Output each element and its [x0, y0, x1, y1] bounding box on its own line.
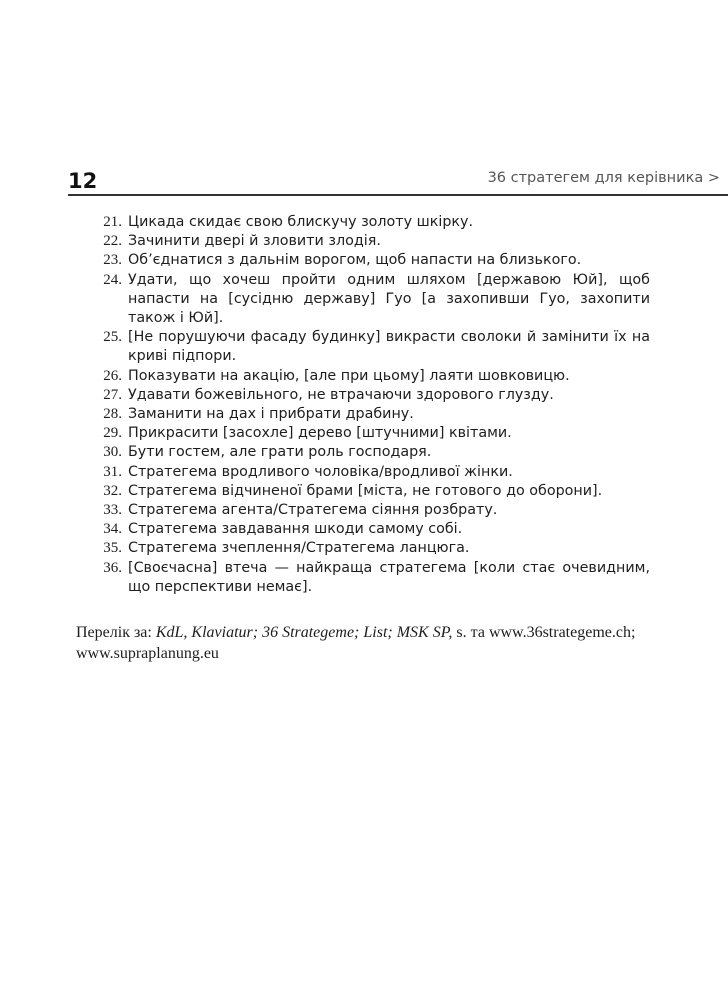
item-text: Удати, що хочеш пройти одним шляхом [державою Юй], щоб напасти на [сусідню державу] Гуо [а захопивши Гуо, захопити також і Юй].: [128, 271, 650, 327]
list-item: [84, 463, 650, 482]
item-text: Стратегема відчиненої брами [міста, не готового до оборони].: [128, 482, 603, 499]
item-number: 30.: [103, 444, 122, 461]
list-item: [84, 251, 650, 270]
header-divider: [68, 194, 728, 196]
list-item: [84, 520, 650, 539]
source-links: s. та www.36strategeme.ch; www.supraplanung.eu: [76, 624, 636, 662]
list-item: [84, 232, 650, 251]
stratagem-list: [84, 213, 650, 597]
item-number: 29.: [103, 425, 122, 442]
item-number: 31.: [103, 463, 122, 480]
list-item: [84, 443, 650, 462]
item-number: 33.: [103, 502, 122, 519]
running-title: 36 стратегем для керівника >: [487, 170, 720, 186]
item-number: 23.: [103, 252, 122, 269]
list-item: [84, 424, 650, 443]
item-number: 35.: [103, 540, 122, 557]
source-prefix: Перелік за:: [76, 624, 156, 641]
item-number: 27.: [103, 386, 122, 403]
item-number: 28.: [103, 406, 122, 423]
list-item: [84, 367, 650, 386]
item-text: Об’єднатися з дальнім ворогом, щоб напасти на близького.: [128, 252, 582, 269]
item-text: [Не порушуючи фасаду будинку] викрасти сволоки й замінити їх на криві підпори.: [128, 329, 650, 365]
item-number: 32.: [103, 482, 122, 499]
list-item: [84, 405, 650, 424]
item-number: 34.: [103, 521, 122, 538]
item-text: Бути гостем, але грати роль господаря.: [128, 444, 432, 461]
item-text: Цикада скидає свою блискучу золоту шкірку.: [128, 214, 474, 230]
item-number: 22.: [103, 233, 122, 250]
item-text: Прикрасити [засохле] дерево [штучними] квітами.: [128, 425, 512, 442]
item-text: Стратегема зчеплення/Стратегема ланцюга.: [128, 540, 470, 557]
page-header: [68, 165, 728, 195]
item-number: 26.: [103, 367, 122, 384]
list-item: [84, 386, 650, 405]
list-item: [84, 559, 650, 597]
item-number: 24.: [103, 271, 122, 288]
list-item: [84, 271, 650, 329]
list-item: [84, 482, 650, 501]
list-item: [84, 328, 650, 366]
item-text: Зачинити двері й зловити злодія.: [128, 233, 381, 250]
item-number: 36.: [103, 559, 122, 576]
item-text: Стратегема завдавання шкоди самому собі.: [128, 521, 463, 538]
item-text: Стратегема вродливого чоловіка/вродливої жінки.: [128, 463, 513, 480]
source-references: KdL, Klaviatur; 36 Strategeme; List; MSK SP,: [155, 624, 453, 641]
item-text: Стратегема агента/Стратегема сіяння розбрату.: [128, 502, 498, 519]
item-text: Показувати на акацію, [але при цьому] лаяти шовковицю.: [128, 367, 570, 384]
item-text: Удавати божевільного, не втрачаючи здорового глузду.: [128, 386, 554, 403]
list-item: [84, 501, 650, 520]
item-number: 21.: [103, 214, 122, 230]
list-item: [84, 213, 650, 232]
source-note: [76, 622, 666, 664]
page-number: 12: [68, 169, 98, 193]
list-item: [84, 539, 650, 558]
item-text: [Своєчасна] втеча — найкраща стратегема [коли стає очевидним, що перспективи немає].: [128, 559, 650, 595]
item-text: Заманити на дах і прибрати драбину.: [128, 406, 414, 423]
item-number: 25.: [103, 329, 122, 346]
